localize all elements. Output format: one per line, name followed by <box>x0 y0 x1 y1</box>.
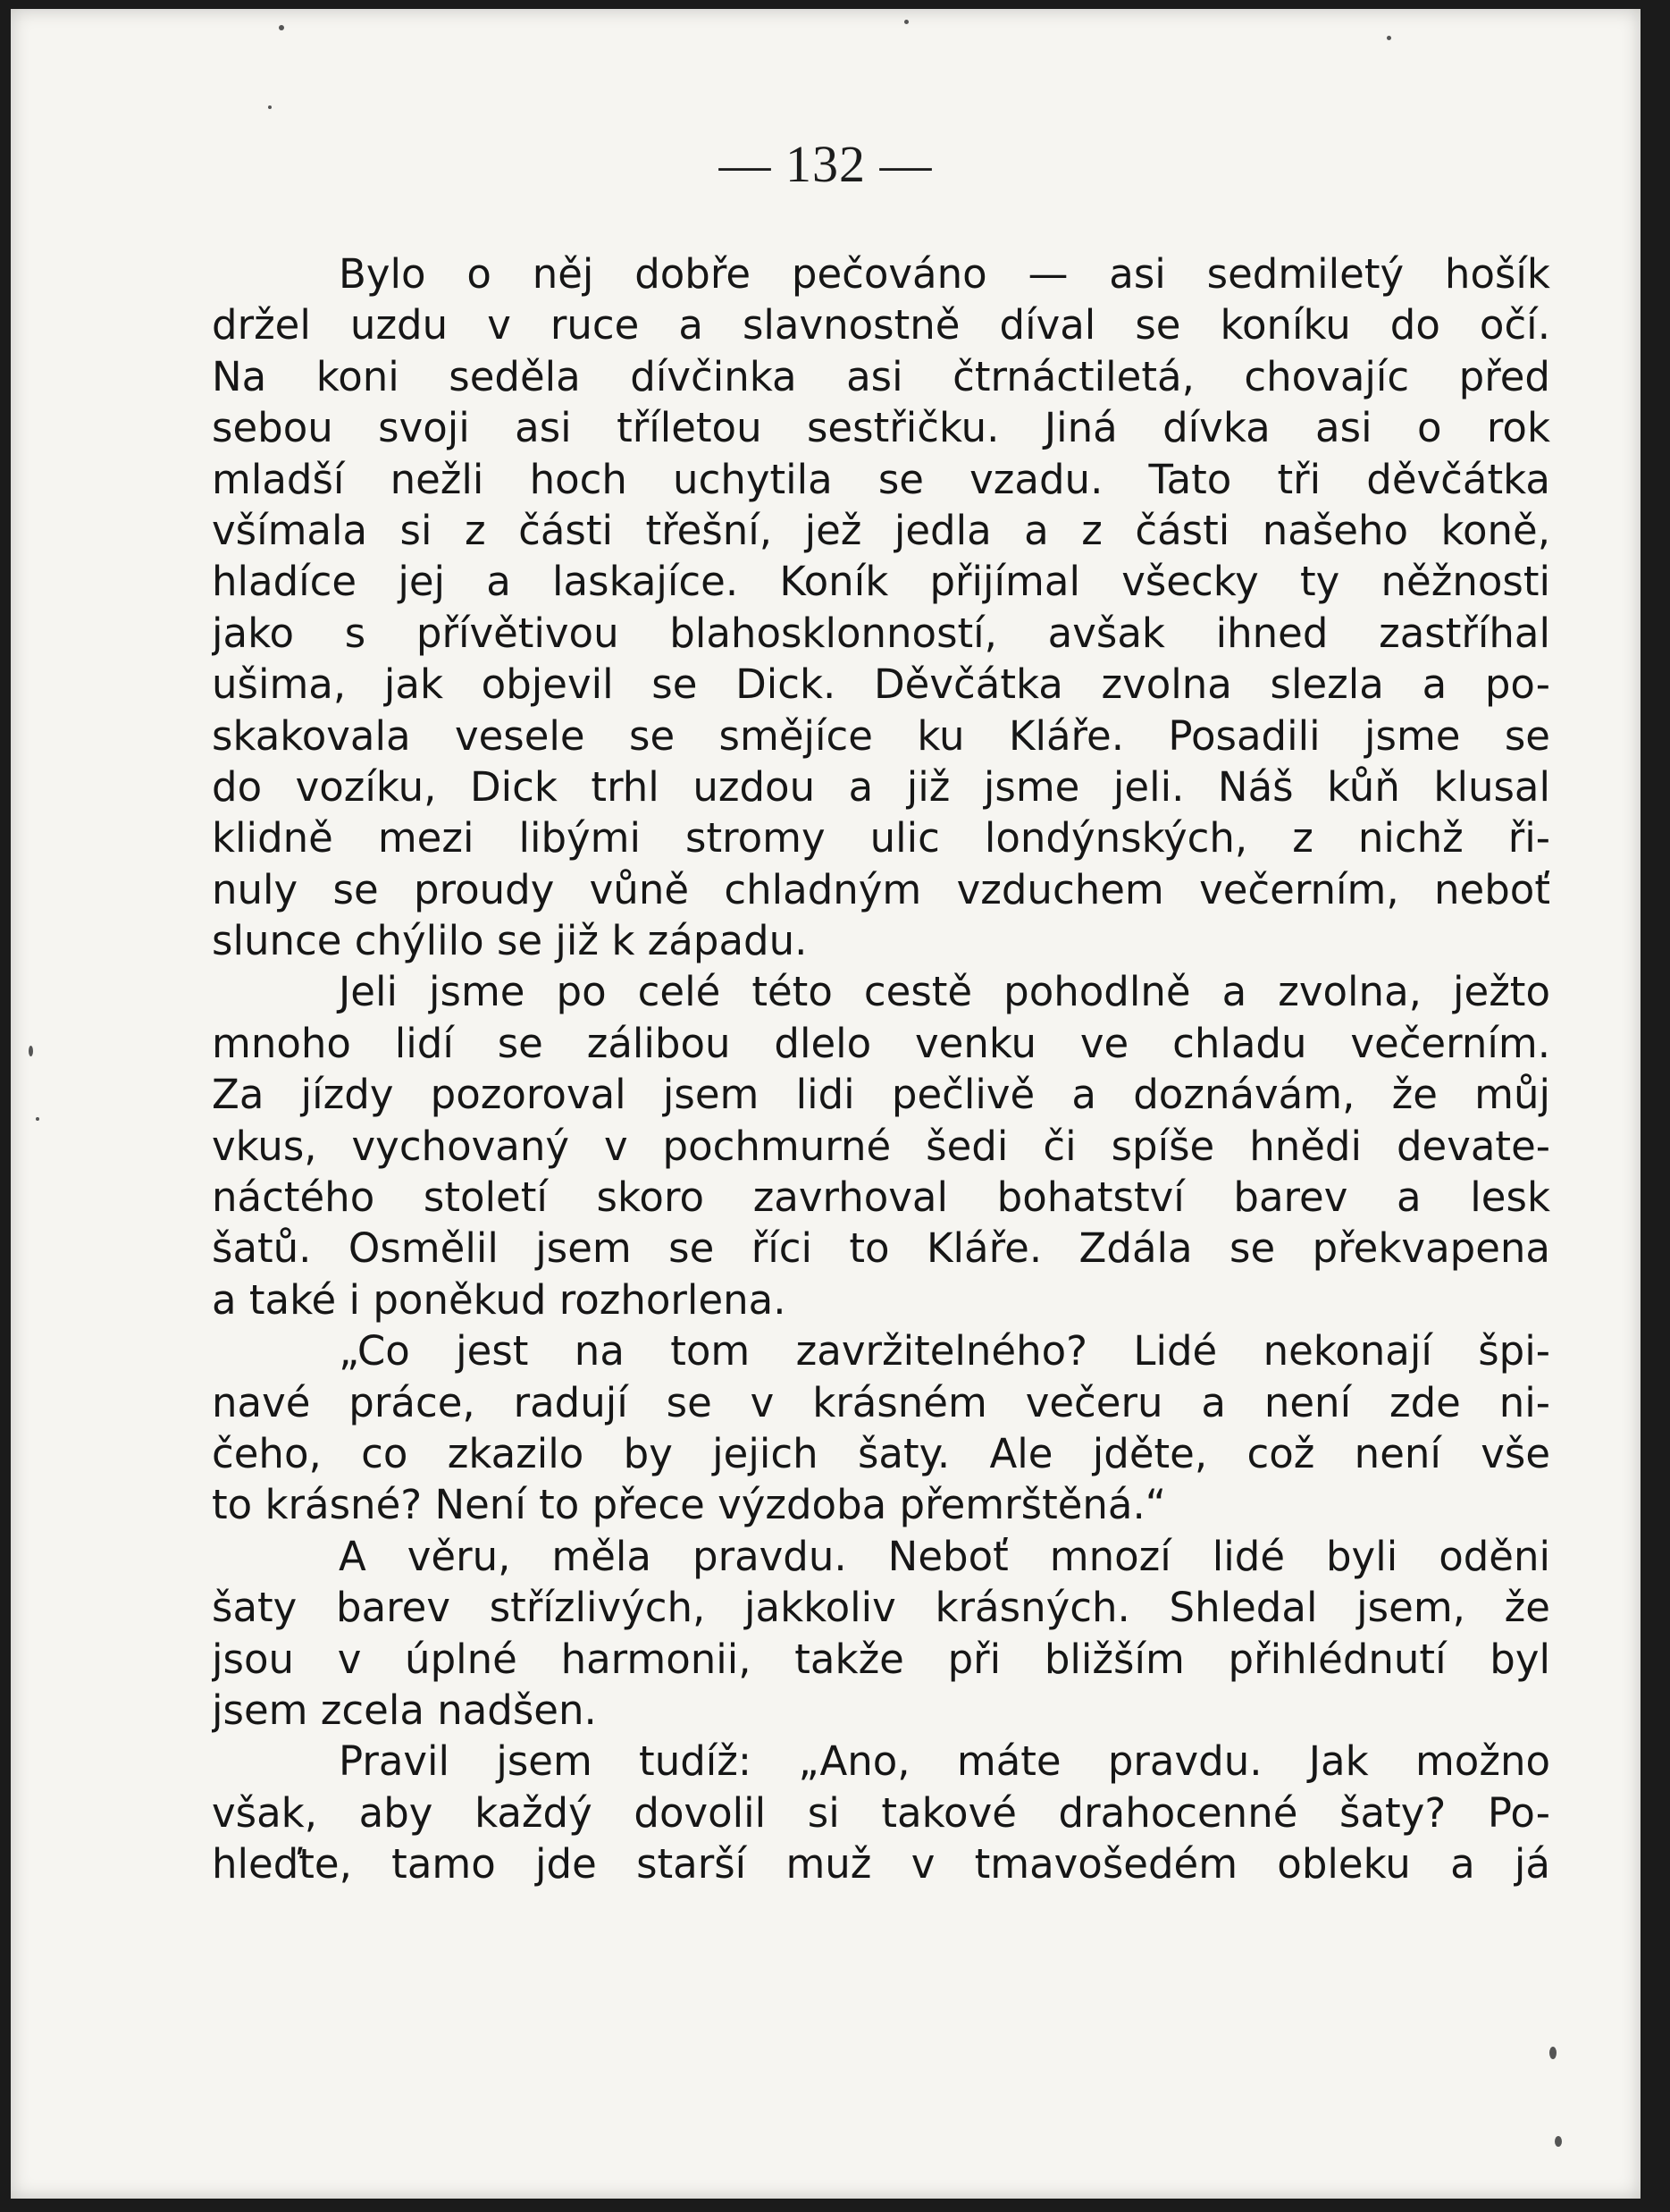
text-line: sebou svoji asi tříletou sestřičku. Jiná dívka asi o rok <box>212 404 1550 452</box>
text-line: jsem zcela nadšen. <box>212 1686 597 1734</box>
text-line: navé práce, radují se v krásném večeru a není zde ni- <box>212 1378 1550 1426</box>
text-line: mnoho lidí se zálibou dlelo venku ve chladu večerním. <box>212 1019 1550 1067</box>
text-line: náctého století skoro zavrhoval bohatství barev a lesk <box>212 1173 1550 1222</box>
text-line: Jeli jsme po celé této cestě pohodlně a zvolna, ježto <box>339 968 1550 1016</box>
text-line: držel uzdu v ruce a slavnostně díval se koníku do očí. <box>212 301 1550 349</box>
text-line: mladší nežli hoch uchytila se vzadu. Tato tři děvčátka <box>212 455 1550 503</box>
text-line: a také i poněkud rozhorlena. <box>212 1275 786 1324</box>
page-number: — 132 — <box>718 135 933 193</box>
text-line: všímala si z části třešní, jež jedla a z části našeho koně, <box>212 506 1550 554</box>
text-line: čeho, co zkazilo by jejich šaty. Ale jděte, což není vše <box>212 1429 1550 1477</box>
text-line: A věru, měla pravdu. Neboť mnozí lidé byli oděni <box>339 1532 1550 1580</box>
text-line: šaty barev střízlivých, jakkoliv krásných. Shledal jsem, že <box>212 1584 1550 1632</box>
scan-speck <box>904 20 909 24</box>
text-line: ušima, jak objevil se Dick. Děvčátka zvolna slezla a po- <box>212 660 1550 709</box>
scan-speck <box>268 105 272 109</box>
text-line: hladíce jej a laskajíce. Koník přijímal všecky ty něžnosti <box>212 558 1550 606</box>
text-line: nuly se proudy vůně chladným vzduchem večerním, neboť <box>212 865 1550 913</box>
text-line: do vozíku, Dick trhl uzdou a již jsme jeli. Náš kůň klusal <box>212 762 1550 811</box>
text-line: jsou v úplné harmonii, takže při bližším přihlédnutí byl <box>212 1635 1550 1683</box>
scan-speck <box>36 1117 39 1121</box>
text-line: hleďte, tamo jde starší muž v tmavošedém obleku a já <box>212 1840 1550 1888</box>
scan-speck <box>1387 36 1391 40</box>
text-line: vkus, vychovaný v pochmurné šedi či spíše hnědi devate- <box>212 1122 1550 1170</box>
text-line: jako s přívětivou blahosklonností, avšak ihned zastříhal <box>212 609 1550 657</box>
text-line: to krásné? Není to přece výzdoba přemrštěná.“ <box>212 1481 1167 1529</box>
text-line: Na koni seděla dívčinka asi čtrnáctiletá, chovajíc před <box>212 352 1550 400</box>
scan-speck <box>29 1046 33 1056</box>
body-text <box>212 248 1550 1890</box>
text-line: Bylo o něj dobře pečováno — asi sedmiletý hošík <box>339 250 1550 298</box>
scan-speck <box>279 25 284 30</box>
scan-speck <box>1549 2047 1557 2059</box>
scan-speck <box>1555 2136 1562 2147</box>
text-line: Pravil jsem tudíž: „Ano, máte pravdu. Jak možno <box>339 1737 1550 1786</box>
text-line: Za jízdy pozoroval jsem lidi pečlivě a doznávám, že můj <box>212 1071 1550 1119</box>
text-line: šatů. Osmělil jsem se říci to Kláře. Zdála se překvapena <box>212 1224 1550 1273</box>
text-line: „Co jest na tom zavržitelného? Lidé nekonají špi- <box>339 1327 1550 1375</box>
text-line: skakovala vesele se smějíce ku Kláře. Posadili jsme se <box>212 711 1550 760</box>
book-page <box>11 9 1641 2199</box>
text-line: klidně mezi libými stromy ulic londýnských, z nichž ři- <box>212 814 1550 862</box>
text-line: však, aby každý dovolil si takové drahocenné šaty? Po- <box>212 1788 1550 1837</box>
text-line: slunce chýlilo se již k západu. <box>212 917 808 965</box>
